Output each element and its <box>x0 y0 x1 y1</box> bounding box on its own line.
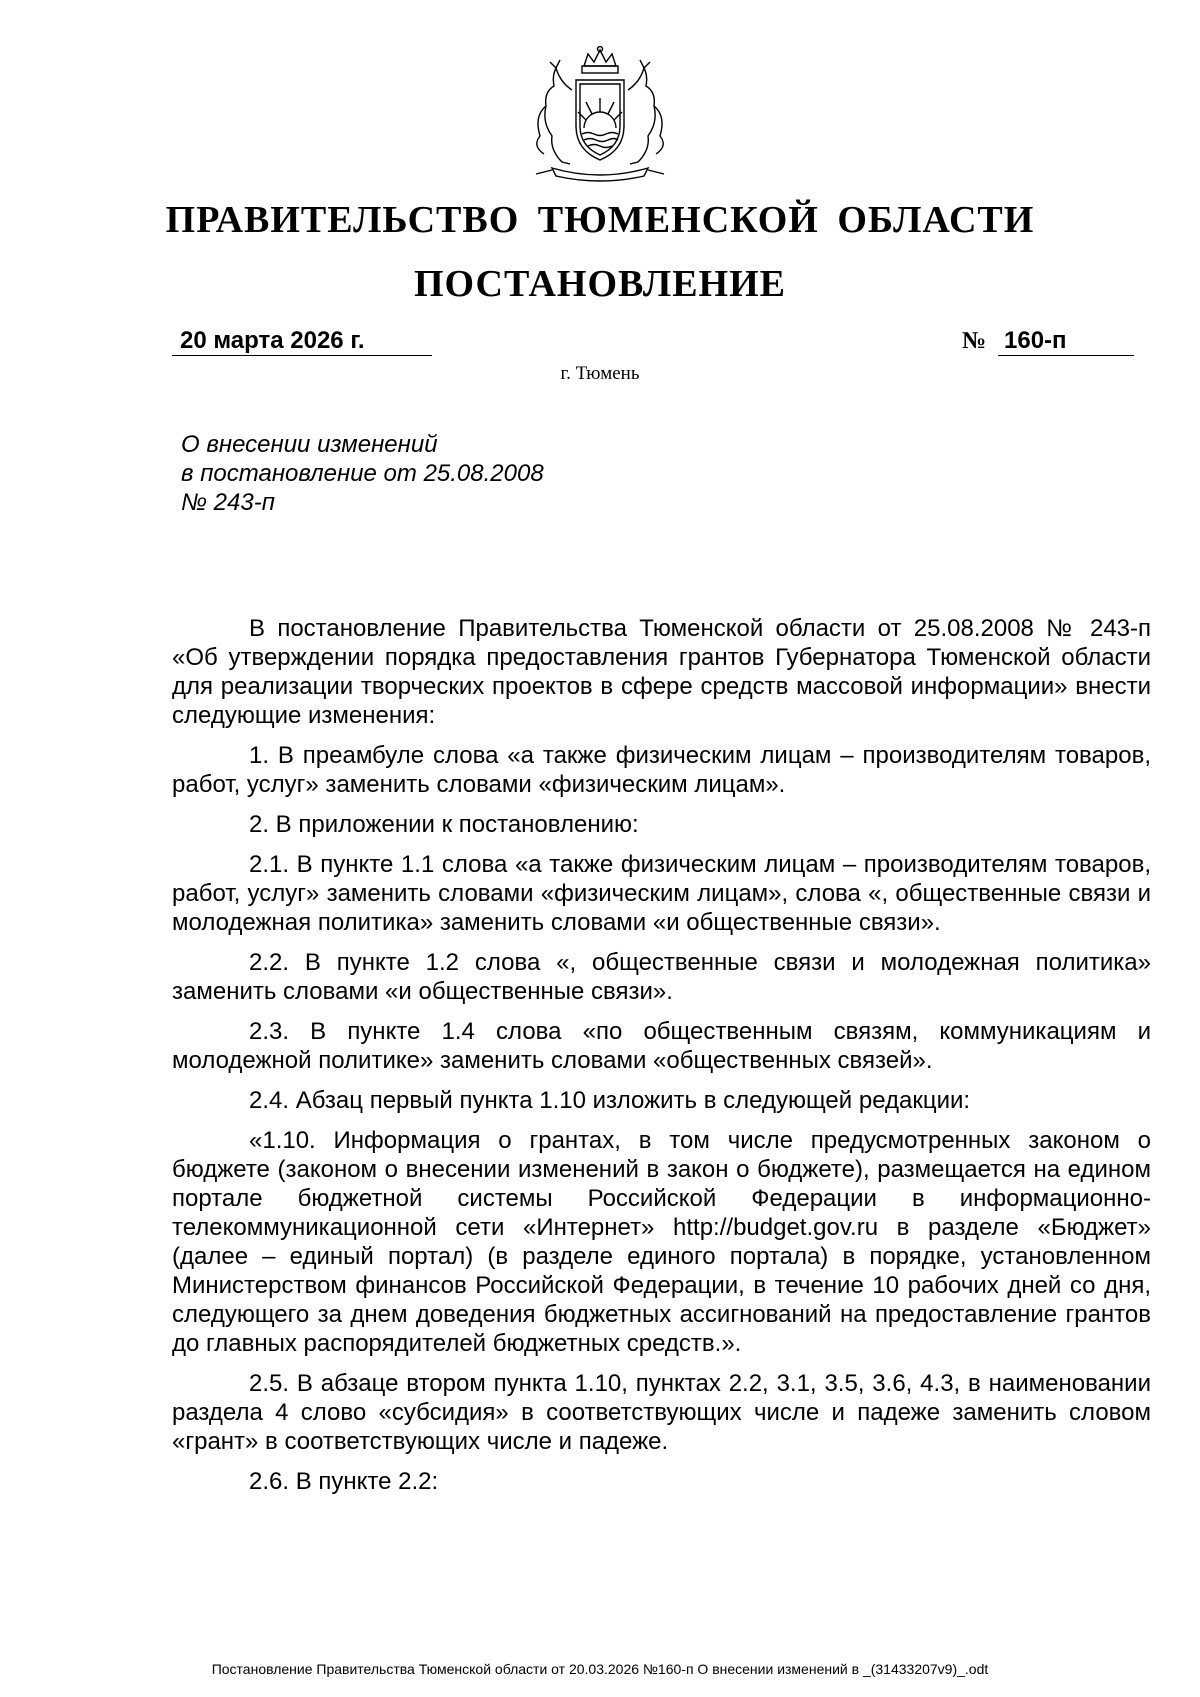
body-paragraph: 1. В преамбуле слова «а также физическим лицам – производителям товаров, работ, услуг» заменить словами «физическим лицам». <box>172 742 1151 798</box>
government-title: ПРАВИТЕЛЬСТВО ТЮМЕНСКОЙ ОБЛАСТИ <box>165 199 1035 241</box>
document-type: ПОСТАНОВЛЕНИЕ <box>413 263 787 305</box>
document-date: 20 марта 2026 г. <box>172 326 432 356</box>
coat-of-arms-icon <box>522 46 678 182</box>
body-paragraph: 2.3. В пункте 1.4 слова «по общественным связям, коммуникациям и молодежной политике» заменить словами «общественных связей». <box>172 1018 1151 1074</box>
document-body <box>172 614 1151 1507</box>
body-paragraph: 2.2. В пункте 1.2 слова «, общественные связи и молодежная политика» заменить словами «и общественные связи». <box>172 949 1151 1005</box>
subject-line: О внесении изменений <box>181 431 438 458</box>
body-paragraph: 2.1. В пункте 1.1 слова «а также физическим лицам – производителям товаров, работ, услуг» заменить словами «физическим лицам», слова «, общественные связи и молодежная политика» заменить словами «и общественные связи». <box>172 851 1151 936</box>
subject-line: в постановление от 25.08.2008 <box>181 460 544 487</box>
document-number: 160-п <box>998 326 1134 356</box>
page-footer: Постановление Правительства Тюменской области от 20.03.2026 №160-п О внесении изменений в _(31433207v9)_.odt <box>211 1661 989 1677</box>
document-subject <box>181 430 781 517</box>
body-paragraph: В постановление Правительства Тюменской области от 25.08.2008 № 243-п «Об утверждении порядка предоставления грантов Губернатора Тюменской области для реализации творческих проектов в сфере средств массовой информации» внести следующие изменения: <box>172 615 1151 729</box>
subject-line: № 243-п <box>181 489 275 516</box>
body-paragraph: 2.4. Абзац первый пункта 1.10 изложить в следующей редакции: <box>249 1087 971 1114</box>
document-city: г. Тюмень <box>560 363 640 384</box>
number-sign: № <box>962 328 987 354</box>
body-paragraph: 2.5. В абзаце втором пункта 1.10, пунктах 2.2, 3.1, 3.5, 3.6, 4.3, в наименовании раздела 4 слово «субсидия» в соответствующих числе и падеже заменить словом «грант» в соответствующих числе и падеже. <box>172 1370 1151 1455</box>
body-paragraph: 2. В приложении к постановлению: <box>249 811 639 838</box>
body-paragraph: «1.10. Информация о грантах, в том числе предусмотренных законом о бюджете (законом о внесении изменений в закон о бюджете), размещается на едином портале бюджетной системы Российской Федерации в информационно-телекоммуникационной сети «Интернет» http://budget.gov.ru в разделе «Бюджет» (далее – единый портал) (в разделе единого портала) в порядке, установленном Министерством финансов Российской Федерации, в течение 10 рабочих дней со дня, следующего за днем доведения бюджетных ассигнований на предоставление грантов до главных распорядителей бюджетных средств.». <box>172 1127 1151 1357</box>
body-paragraph: 2.6. В пункте 2.2: <box>249 1468 439 1495</box>
